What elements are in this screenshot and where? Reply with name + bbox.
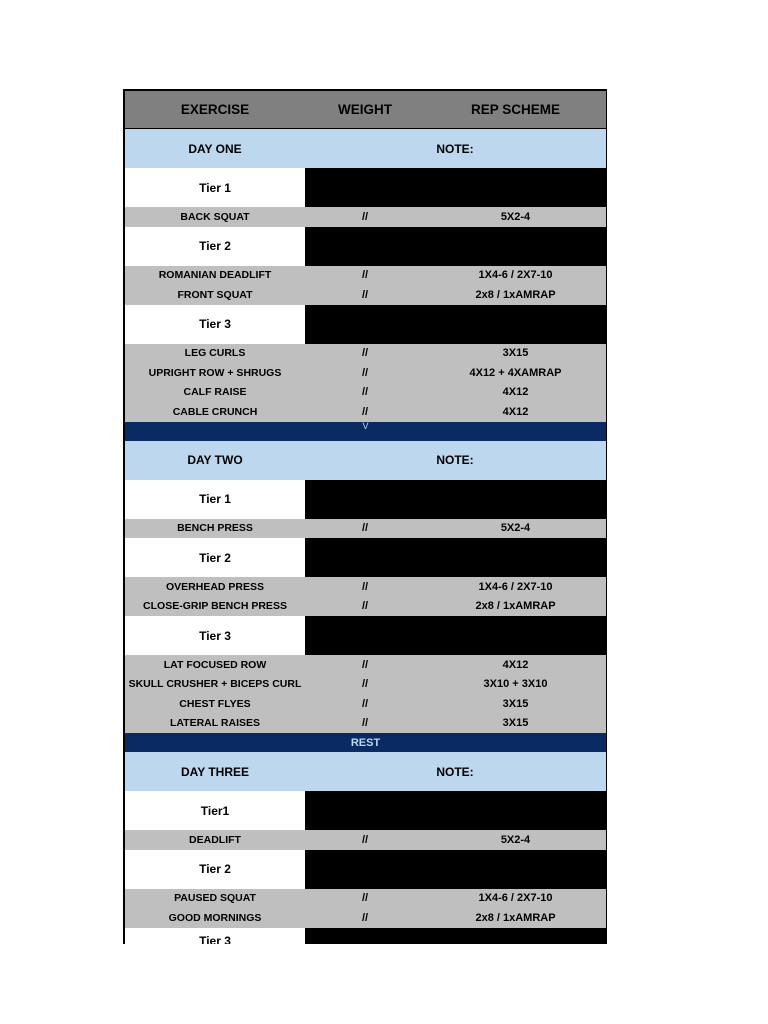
weight-cell[interactable]: //: [361, 288, 369, 301]
exercise-name: DEADLIFT: [189, 833, 241, 846]
exercise-row: [125, 714, 606, 734]
tier-label: Tier1: [125, 791, 305, 830]
note-label[interactable]: NOTE:: [436, 453, 474, 467]
tier-label: Tier 2: [125, 227, 305, 266]
tier-label: Tier 1: [125, 480, 305, 519]
exercise-row: [125, 577, 606, 597]
exercise-name: CLOSE-GRIP BENCH PRESS: [143, 600, 287, 613]
exercise-row: [125, 402, 606, 422]
exercise-row: [125, 908, 606, 928]
exercise-name: PAUSED SQUAT: [174, 892, 256, 905]
exercise-name: LATERAL RAISES: [169, 717, 261, 730]
exercise-row: [125, 266, 606, 286]
weight-cell[interactable]: //: [361, 386, 369, 399]
exercise-row: [125, 830, 606, 850]
tier-label: Tier 2: [125, 538, 305, 577]
rep-scheme-cell: 3X15: [502, 347, 529, 360]
weight-cell[interactable]: //: [361, 678, 369, 691]
rep-scheme-cell: 1X4-6 / 2X7-10: [478, 892, 553, 905]
exercise-name: FRONT SQUAT: [177, 288, 253, 301]
weight-cell[interactable]: //: [361, 522, 369, 535]
tier-row: [125, 227, 606, 266]
day-separator: V: [125, 422, 606, 441]
tier-black-cell: [305, 616, 606, 655]
tier-black-cell: [305, 168, 606, 207]
rep-scheme-cell: 3X15: [502, 717, 529, 730]
rep-scheme-cell: 2x8 / 1xAMRAP: [475, 911, 556, 924]
header-exercise: EXERCISE: [180, 102, 250, 117]
day-title: DAY THREE: [180, 764, 250, 779]
tier-row: [125, 850, 606, 889]
exercise-name: LAT FOCUSED ROW: [163, 658, 267, 671]
exercise-name: BACK SQUAT: [180, 210, 250, 223]
tier-row: [125, 791, 606, 830]
tier-row: [125, 538, 606, 577]
rep-scheme-cell: 2x8 / 1xAMRAP: [475, 288, 556, 301]
tier-black-cell: [305, 480, 606, 519]
tier-label: Tier 3: [125, 616, 305, 655]
rep-scheme-cell: 1X4-6 / 2X7-10: [478, 580, 553, 593]
workout-sheet: [123, 89, 607, 944]
exercise-row: [125, 675, 606, 695]
weight-cell[interactable]: //: [361, 600, 369, 613]
exercise-row: [125, 383, 606, 403]
tier-label: Tier 2: [125, 850, 305, 889]
exercise-name: CABLE CRUNCH: [172, 405, 258, 418]
weight-cell[interactable]: //: [361, 658, 369, 671]
weight-cell[interactable]: //: [361, 892, 369, 905]
header-rep-scheme: REP SCHEME: [470, 102, 561, 117]
tier-label: Tier 1: [125, 168, 305, 207]
tier-black-cell: [305, 305, 606, 344]
tier-row: [125, 928, 606, 945]
weight-cell[interactable]: //: [361, 580, 369, 593]
weight-cell[interactable]: //: [361, 366, 369, 379]
tier-row: [125, 480, 606, 519]
exercise-row: [125, 207, 606, 227]
exercise-row: [125, 519, 606, 539]
exercise-row: [125, 655, 606, 675]
day-header-row: [125, 129, 606, 168]
day-header-row: [125, 752, 606, 791]
weight-cell[interactable]: //: [361, 911, 369, 924]
note-label[interactable]: NOTE:: [436, 764, 474, 779]
day-title: DAY TWO: [187, 453, 243, 467]
rep-scheme-cell: 5X2-4: [500, 522, 531, 535]
rep-scheme-cell: 2x8 / 1xAMRAP: [475, 600, 556, 613]
exercise-name: BENCH PRESS: [177, 522, 253, 535]
exercise-row: [125, 344, 606, 364]
tier-row: [125, 168, 606, 207]
exercise-name: CHEST FLYES: [179, 697, 251, 710]
tier-label: Tier 3: [125, 928, 305, 945]
tier-row: [125, 305, 606, 344]
column-header-row: [125, 91, 606, 129]
day-title: DAY ONE: [188, 141, 242, 156]
tier-black-cell: [305, 791, 606, 830]
exercise-name: ROMANIAN DEADLIFT: [158, 269, 272, 282]
exercise-name: CALF RAISE: [183, 386, 247, 399]
exercise-name: UPRIGHT ROW + SHRUGS: [148, 366, 282, 379]
weight-cell[interactable]: //: [361, 833, 369, 846]
tier-black-cell: [305, 850, 606, 889]
rep-scheme-cell: 4X12: [502, 386, 529, 399]
tier-black-cell: [305, 928, 606, 945]
weight-cell[interactable]: //: [361, 697, 369, 710]
rep-scheme-cell: 4X12 + 4XAMRAP: [469, 366, 562, 379]
day-header-row: [125, 441, 606, 480]
weight-cell[interactable]: //: [361, 210, 369, 223]
tier-label: Tier 3: [125, 305, 305, 344]
header-weight: WEIGHT: [338, 102, 392, 117]
rep-scheme-cell: 3X15: [502, 697, 529, 710]
tier-row: [125, 616, 606, 655]
rep-scheme-cell: 4X12: [502, 405, 529, 418]
weight-cell[interactable]: //: [361, 717, 369, 730]
exercise-row: [125, 889, 606, 909]
exercise-name: SKULL CRUSHER + BICEPS CURL: [128, 678, 302, 691]
note-label[interactable]: NOTE:: [436, 141, 474, 156]
exercise-row: [125, 363, 606, 383]
weight-cell[interactable]: //: [361, 405, 369, 418]
exercise-name: GOOD MORNINGS: [168, 911, 262, 924]
rep-scheme-cell: 3X10 + 3X10: [483, 678, 548, 691]
exercise-name: LEG CURLS: [184, 347, 246, 360]
day-separator: REST: [125, 733, 606, 752]
exercise-row: [125, 285, 606, 305]
tier-black-cell: [305, 538, 606, 577]
rep-scheme-cell: 4X12: [502, 658, 529, 671]
weight-cell[interactable]: //: [361, 269, 369, 282]
rep-scheme-cell: 5X2-4: [500, 210, 531, 223]
exercise-row: [125, 694, 606, 714]
rep-scheme-cell: 5X2-4: [500, 833, 531, 846]
exercise-name: OVERHEAD PRESS: [165, 580, 265, 593]
sheet-body: [125, 129, 606, 944]
tier-black-cell: [305, 227, 606, 266]
exercise-row: [125, 597, 606, 617]
weight-cell[interactable]: //: [361, 347, 369, 360]
rep-scheme-cell: 1X4-6 / 2X7-10: [478, 269, 553, 282]
